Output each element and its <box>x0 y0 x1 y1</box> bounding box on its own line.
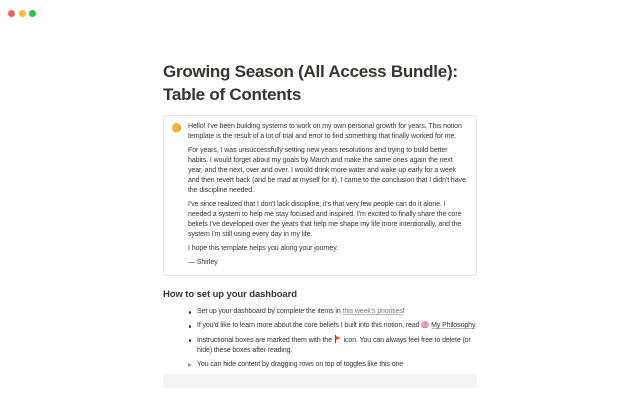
list-item-text: If you'd like to learn more about the core beliefs I built into this notion, read My Philosophy. <box>197 322 477 329</box>
list-item-text: You can hide content by dragging rows on top of toggles like this one <box>197 361 404 368</box>
minimize-button[interactable] <box>19 10 26 17</box>
bullet-icon <box>183 321 197 331</box>
section-heading: How to set up your dashboard <box>163 289 297 300</box>
bullet-item <box>163 307 477 317</box>
bullet-item <box>163 335 477 356</box>
toggle-item <box>163 360 477 370</box>
intro-callout <box>163 115 477 276</box>
bullet-icon <box>183 307 197 317</box>
list-item-text: Instructional boxes are marked them with the icon. You can always feel free to delete (or hide) these boxes after reading. <box>197 337 471 354</box>
brain-emoji-icon <box>421 321 429 328</box>
callout-body <box>188 122 468 268</box>
list-item-text: Set up your dashboard by complete the items in this week's priorities! <box>197 308 405 315</box>
callout-paragraph: Hello! I've been building systems to work on my own personal growth for years. This notion template is the result of a lot of trial and error to find something that finally worked for me. <box>188 123 462 140</box>
bullet-item <box>163 321 477 331</box>
callout-paragraph: I've since realized that I don't lack discipline; it's that very few people can do it alone. I needed a system to help me stay focused and inspired. I'm excited to finally share the core beliefs I've developed over the years that help me shape my life more intentionally, and the system I'm still using every day in my life. <box>188 201 462 238</box>
callout-paragraph: I hope this template helps you along your journey. <box>188 245 338 252</box>
wave-emoji-icon <box>172 122 181 268</box>
close-button[interactable] <box>8 10 15 17</box>
callout-paragraph: — Shirley <box>188 259 218 266</box>
page-title: Growing Season (All Access Bundle): Table of Contents <box>163 62 458 104</box>
zoom-button[interactable] <box>29 10 36 17</box>
toggle-icon[interactable] <box>183 360 197 370</box>
window-titlebar <box>0 0 640 26</box>
bullet-icon <box>183 335 197 356</box>
flag-emoji-icon <box>334 335 342 343</box>
cut-off-block <box>163 374 477 388</box>
page-link[interactable]: My Philosophy <box>431 322 475 329</box>
callout-paragraph: For years, I was unsuccessfully setting new years resolutions and trying to build better habits. I would forget about my goals by March and make the same ones again the next year, and the next, over and over. I would drink more water and wake up early for a week and then revert back (and be mad at myself for it). I came to the conclusion that I didn't have the discipline needed. <box>188 147 466 194</box>
traffic-lights <box>8 10 36 17</box>
setup-list <box>163 307 477 370</box>
page-content <box>163 60 477 388</box>
page-link[interactable]: this week's priorities <box>342 308 403 315</box>
